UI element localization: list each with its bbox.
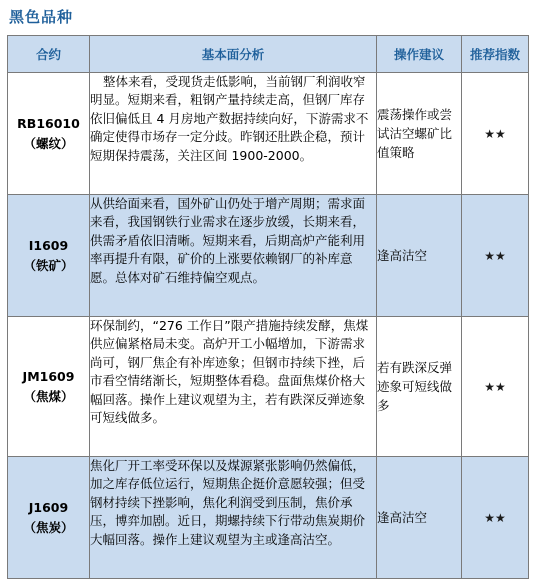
rating-stars: ★★ [462,73,529,195]
table-header-row [8,36,529,73]
contract-cell [8,73,90,195]
analysis-cell [90,73,377,195]
table-row [8,457,529,579]
analysis-cell: 焦化厂开工率受环保以及煤源紧张影响仍然偏低，加之库存低位运行，短期焦企挺价意愿较强；但受钢材持续下挫影响，焦化利润受到压制，焦价承压，博弈加剧。近日，期螺持续下行带动焦炭期价大幅回落。操作上建议观望为主或逢高沽空。 [90,457,377,579]
table-row [8,73,529,195]
contract-cell [8,317,90,457]
contract-name: （铁矿） [23,257,74,273]
contract-cell [8,195,90,317]
contract-name: （螺纹） [23,135,74,151]
advice-cell: 震荡操作或尝试沽空螺矿比值策略 [377,73,462,195]
contract-name: （焦煤） [23,388,74,404]
header-advice: 操作建议 [377,36,462,73]
table-row [8,195,529,317]
contract-code: J1609 [28,499,69,515]
contract-cell [8,457,90,579]
rating-stars: ★★ [462,317,529,457]
contract-code: RB16010 [17,115,80,131]
table-row [8,317,529,457]
rating-stars: ★★ [462,195,529,317]
advice-cell: 逢高沽空 [377,195,462,317]
analysis-text: 整体来看，受现货走低影响，当前钢厂利润收窄明显。短期来看，粗钢产量持续走高，但钢厂库存依旧偏低且 4 月房地产数据持续向好，下游需求不确定使得市场存一定分歧。昨钢还肚跌企稳，预计短期保持震荡，关注区间 1900-2000。 [90,74,369,163]
contract-code: JM1609 [22,368,75,384]
contract-name: （焦炭） [23,519,74,535]
header-rating: 推荐指数 [462,36,529,73]
futures-analysis-table [7,35,529,579]
header-analysis: 基本面分析 [90,36,377,73]
advice-cell: 若有跌深反弹迹象可短线做多 [377,317,462,457]
rating-stars: ★★ [462,457,529,579]
contract-code: I1609 [28,237,69,253]
header-contract: 合约 [8,36,90,73]
analysis-cell: 从供给面来看，国外矿山仍处于增产周期；需求面来看，我国钢铁行业需求在逐步放缓，长期来看，供需矛盾依旧清晰。短期来看，后期高炉产能利用率再提升有限，矿价的上涨要依赖钢厂的补库意愿。总体对矿石维持偏空观点。 [90,195,377,317]
section-title: 黑色品种 [9,8,74,26]
advice-cell: 逢高沽空 [377,457,462,579]
analysis-cell: 环保制约，“276 工作日”限产措施持续发酵，焦煤供应偏紧格局未变。高炉开工小幅增加，下游需求尚可，钢厂焦企有补库迹象；但钢市持续下挫，后市看空情绪渐长，短期整体看稳。盘面焦煤价格大幅回落。操作上建议观望为主，若有跌深反弹迹象可短线做多。 [90,317,377,457]
